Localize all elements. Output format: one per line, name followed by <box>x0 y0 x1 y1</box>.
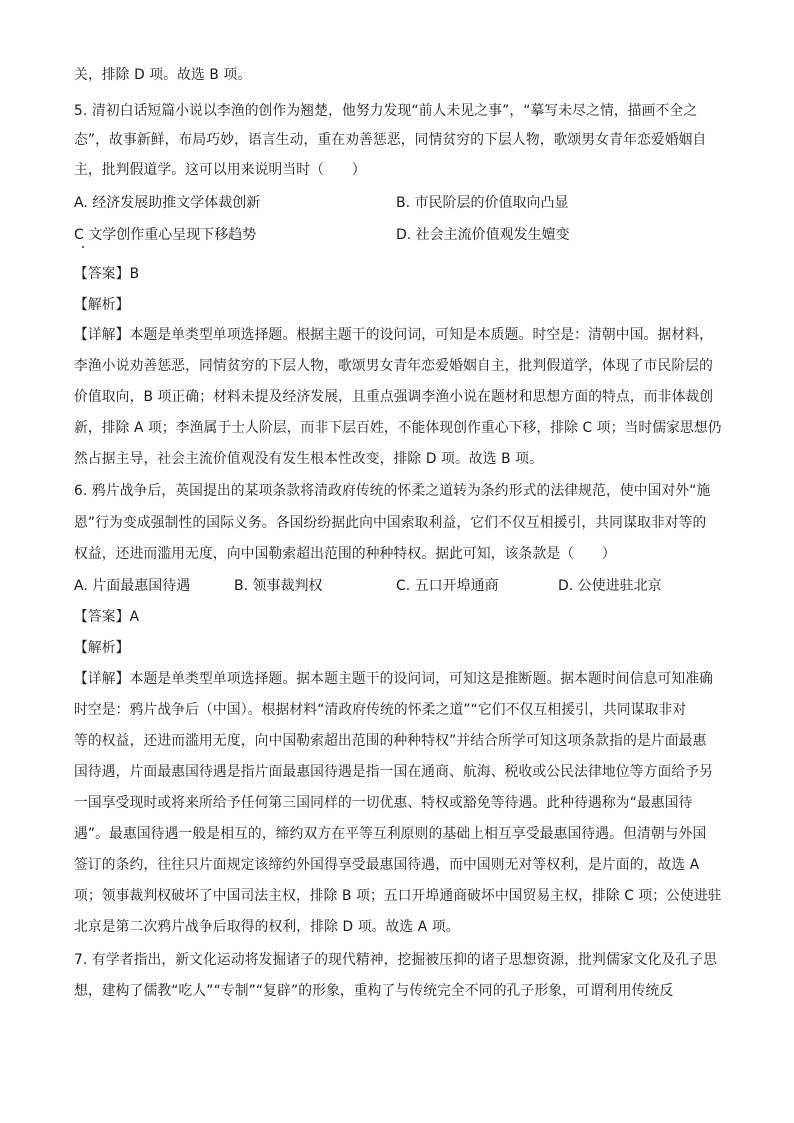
option-a: A. 片面最惠国待遇 <box>74 578 191 594</box>
option-c: C 文学创作重心呈现下移趋势 <box>74 227 257 243</box>
analysis-label: 【解析】 <box>74 640 130 656</box>
analysis-label: 【解析】 <box>74 297 130 313</box>
question-6-stem: 6. 鸦片战争后，英国提出的某项条款将清政府传统的怀柔之道转为条约形式的法律规范，使中国对外“施 <box>74 483 711 499</box>
question-7-stem: 想，建构了儒教“吃人”“专制”“复辟”的形象，重构了与传统完全不同的孔子形象，可谓利用传统反 <box>74 983 674 999</box>
question-5-stem: 5. 清初白话短篇小说以李渔的创作为翘楚，他努力发现“前人未见之事”，“摹写未尽之情，描画不全之 <box>74 103 698 119</box>
option-d: D. 社会主流价值观发生嬗变 <box>396 227 570 243</box>
question-6-stem: 权益，还进而滥用无度，向中国勒索超出范围的种种特权。据此可知，该条款是（ ） <box>74 546 616 562</box>
detail-line: 然占据主导，社会主流价值观没有发生根本性改变，排除 D 项。故选 B 项。 <box>74 451 544 467</box>
stray-dot <box>82 246 84 248</box>
answer-label: 【答案】A <box>74 609 140 625</box>
detail-line: 新，排除 A 项；李渔属于士人阶层，而非下层百姓，不能体现创作重心下移，排除 C 项；当时儒家思想仍 <box>74 420 722 436</box>
question-5-stem: 主，批判假道学。这可以用来说明当时（ ） <box>74 162 366 178</box>
detail-line: 遇”。最惠国待遇一般是相互的，缔约双方在平等互利原则的基础上相互享受最惠国待遇。但清朝与外国 <box>74 826 707 842</box>
detail-line: 项；领事裁判权破坏了中国司法主权，排除 B 项；五口开埠通商破坏中国贸易主权，排除 C 项；公使进驻 <box>74 888 722 904</box>
detail-line: 时空是：鸦片战争后（中国）。根据材料“清政府传统的怀柔之道”“它们不仅互相援引，共同谋取非对 <box>74 702 687 718</box>
text-line: 关，排除 D 项。故选 B 项。 <box>74 67 252 83</box>
answer-label: 【答案】B <box>74 266 140 282</box>
detail-line: 【详解】本题是单类型单项选择题。根据主题干的设问词，可知是本质题。时空是：清朝中国。据材料， <box>74 327 714 343</box>
question-5-stem: 态”，故事新鲜，布局巧妙，语言生动，重在劝善惩恶，同情贫穷的下层人物，歌颂男女青年恋爱婚姻自 <box>74 132 707 148</box>
detail-line: 价值取向，B 项正确；材料未提及经济发展，且重点强调李渔小说在题材和思想方面的特点，而非体裁创 <box>74 389 714 405</box>
detail-line: 北京是第二次鸦片战争后取得的权利，排除 D 项。故选 A 项。 <box>74 919 460 935</box>
detail-line: 【详解】本题是单类型单项选择题。据本题主题干的设问词，可知这是推断题。据本题时间信息可知准确 <box>74 671 714 687</box>
option-c: C. 五口开埠通商 <box>396 578 499 594</box>
question-6-stem: 恩”行为变成强制性的国际义务。各国纷纷据此向中国索取利益，它们不仅互相援引，共同谋取非对等的 <box>74 515 707 531</box>
detail-line: 李渔小说劝善惩恶，同情贫穷的下层人物，歌颂男女青年恋爱婚姻自主，批判假道学，体现了市民阶层的 <box>74 358 714 374</box>
question-7-stem: 7. 有学者指出，新文化运动将发掘诸子的现代精神，挖掘被压抑的诸子思想资源，批判儒家文化及孔子思 <box>74 952 718 968</box>
option-b: B. 市民阶层的价值取向凸显 <box>396 195 569 211</box>
detail-line: 国待遇，片面最惠国待遇是指片面最惠国待遇是指一国在通商、航海、税收或公民法律地位等方面给予另 <box>74 764 714 780</box>
detail-line: 等的权益，还进而滥用无度，向中国勒索超出范围的种种特权”并结合所学可知这项条款指的是片面最惠 <box>74 733 707 749</box>
option-b: B. 领事裁判权 <box>234 578 323 594</box>
detail-line: 签订的条约，往往只片面规定该缔约外国得享受最惠国待遇，而中国则无对等权利，是片面的，故选 A <box>74 857 700 873</box>
option-d: D. 公使进驻北京 <box>558 578 662 594</box>
detail-line: 一国享受现时或将来所给予任何第三国同样的一切优惠、特权或豁免等待遇。此种待遇称为“最惠国待 <box>74 795 693 811</box>
option-a: A. 经济发展助推文学体裁创新 <box>74 195 261 211</box>
